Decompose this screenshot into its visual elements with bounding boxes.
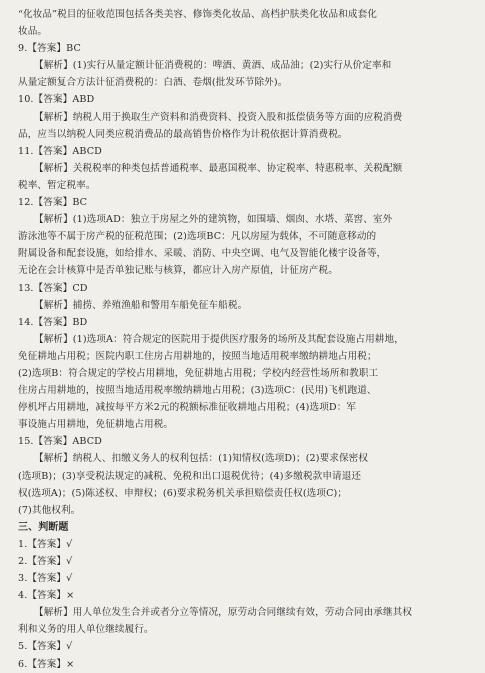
explanation-line: 【解析】(1)选项AD：独立于房屋之外的建筑物，如围墙、烟囱、水塔、菜窖、室外 xyxy=(34,214,393,226)
text-line: (7)其他权利。 xyxy=(18,504,81,516)
explanation-line: 【解析】纳税人、扣缴义务人的权利包括：(1)知情权(选项D)；(2)要求保密权 xyxy=(34,453,369,465)
answer-line: 3.【答案】√ xyxy=(18,573,73,585)
text-line: 免征耕地占用税；医院内职工住房占用耕地的，按照当地适用税率缴纳耕地占用税； xyxy=(18,350,377,362)
answer-line: 12.【答案】BC xyxy=(18,197,88,209)
explanation-line: 【解析】(1)选项A：符合规定的医院用于提供医疗服务的场所及其配套设施占用耕地， xyxy=(34,333,404,345)
text-line: “化妆品”税目的征收范围包括各类美容、修饰类化妆品、高档护肤类化妆品和成套化 xyxy=(18,9,377,20)
text-line: 无论在会计核算中是否单独记账与核算，都应计入房产原值，计征房产税。 xyxy=(18,265,338,277)
text-line: 事设施占用耕地，免征耕地占用税。 xyxy=(18,419,174,431)
answer-line: 1.【答案】√ xyxy=(18,538,73,550)
explanation-line: 【解析】纳税人用于换取生产资料和消费资料、投资入股和抵偿债务等方面的应税消费 xyxy=(34,111,403,123)
answer-line: 14.【答案】BD xyxy=(18,316,88,328)
explanation-line: 【解析】用人单位发生合并或者分立等情况，原劳动合同继续有效，劳动合同由承继其权 xyxy=(34,607,413,619)
text-line: 权(选项A)；(5)陈述权、申辩权；(6)要求税务机关承担赔偿责任权(选项C)； xyxy=(18,487,348,499)
explanation-line: 【解析】关税税率的种类包括普通税率、最惠国税率、协定税率、特惠税率、关税配额 xyxy=(34,162,403,174)
answer-line: 11.【答案】ABCD xyxy=(18,145,102,157)
answer-line: 9.【答案】BC xyxy=(18,43,81,55)
text-line: 税率、暂定税率。 xyxy=(18,179,96,191)
answer-line: 13.【答案】CD xyxy=(18,282,88,294)
answer-line: 10.【答案】ABD xyxy=(18,94,95,106)
text-line: 从量定额复合方法计征消费税的：白酒、卷烟(批发环节除外)。 xyxy=(18,77,288,89)
text-line: 妆品。 xyxy=(18,26,48,38)
answer-line: 4.【答案】× xyxy=(18,590,75,602)
explanation-line: 【解析】(1)实行从量定额计征消费税的：啤酒、黄酒、成品油；(2)实行从价定率和 xyxy=(34,60,392,72)
text-line: 利和义务的用人单位继续履行。 xyxy=(18,624,154,636)
answer-line: 5.【答案】√ xyxy=(18,641,73,653)
section-title: 三、判断题 xyxy=(18,521,69,533)
text-line: 品，应当以纳税人同类应税消费品的最高销售价格作为计税依据计算消费税。 xyxy=(18,128,348,140)
text-line: 停机坪占用耕地，减按每平方米2元的税额标准征收耕地占用税；(4)选项D：军 xyxy=(18,402,357,414)
text-line: (选项B)；(3)享受税法规定的减税、免税和出口退税优待；(4)多缴税款申请退还 xyxy=(18,470,362,482)
text-line: (2)选项B：符合规定的学校占用耕地，免征耕地占用税；学校内经营性场所和教职工 xyxy=(18,367,379,379)
text-line: 游泳池等不属于房产税的征税范围；(2)选项BC：凡以房屋为载体，不可随意移动的 xyxy=(18,231,377,243)
text-line: 附属设备和配套设施，如给排水、采暖、消防、中央空调、电气及智能化楼宇设备等， xyxy=(18,248,387,260)
answer-line: 6.【答案】× xyxy=(18,658,75,670)
explanation-line: 【解析】捕捞、养殖渔船和警用车船免征车船税。 xyxy=(34,299,248,311)
answer-line: 2.【答案】√ xyxy=(18,556,73,567)
text-line: 住房占用耕地的，按照当地适用税率缴纳耕地占用税；(3)选项C：(民用)飞机跑道、 xyxy=(18,385,377,397)
answer-line: 15.【答案】ABCD xyxy=(18,436,102,448)
